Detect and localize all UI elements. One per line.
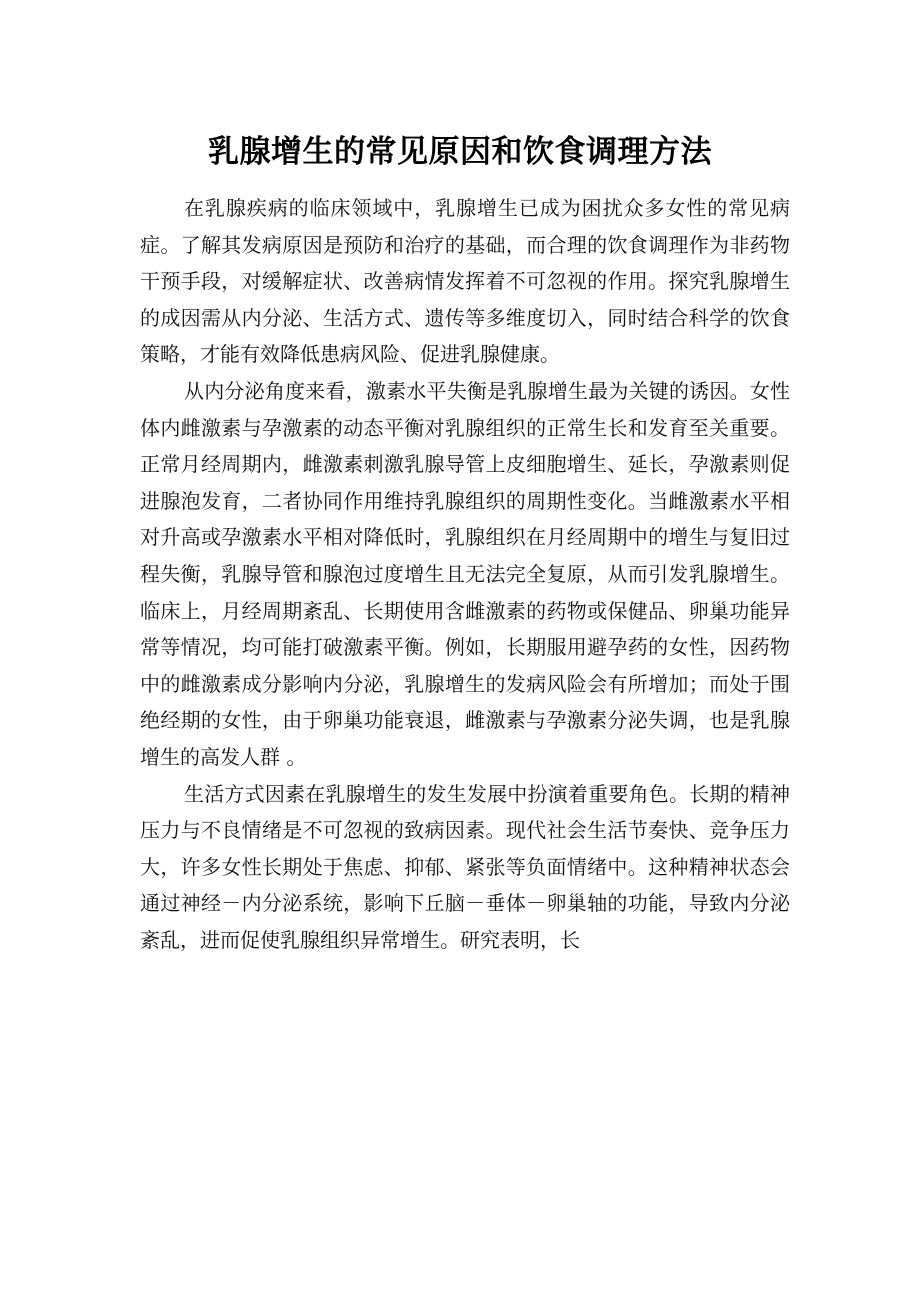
paragraph-lifestyle: 生活方式因素在乳腺增生的发生发展中扮演着重要角色。长期的精神压力与不良情绪是不可忽视的致病因素。现代社会生活节奏快、竞争压力大，许多女性长期处于焦虑、抑郁、紧张等负面情绪中。这种精神状态会通过神经－内分泌系统，影响下丘脑－垂体－卵巢轴的功能，导致内分泌紊乱，进而促使乳腺组织异常增生。研究表明，长 [140, 781, 790, 952]
paragraph-endocrine: 从内分泌角度来看，激素水平失衡是乳腺增生最为关键的诱因。女性体内雌激素与孕激素的动态平衡对乳腺组织的正常生长和发育至关重要。正常月经周期内，雌激素刺激乳腺导管上皮细胞增生、延长，孕激素则促进腺泡发育，二者协同作用维持乳腺组织的周期性变化。当雌激素水平相对升高或孕激素水平相对降低时，乳腺组织在月经周期中的增生与复旧过程失衡，乳腺导管和腺泡过度增生且无法完全复原，从而引发乳腺增生。临床上，月经周期紊乱、长期使用含雌激素的药物或保健品、卵巢功能异常等情况，均可能打破激素平衡。例如，长期服用避孕药的女性，因药物中的雌激素成分影响内分泌，乳腺增生的发病风险会有所增加；而处于围绝经期的女性，由于卵巢功能衰退，雌激素与孕激素分泌失调，也是乳腺增生的高发人群 。 [140, 378, 790, 769]
document-title: 乳腺增生的常见原因和饮食调理方法 [208, 134, 712, 170]
paragraph-intro: 在乳腺疾病的临床领域中，乳腺增生已成为困扰众多女性的常见病症。了解其发病原因是预防和治疗的基础，而合理的饮食调理作为非药物干预手段，对缓解症状、改善病情发挥着不可忽视的作用。探究乳腺增生的成因需从内分泌、生活方式、遗传等多维度切入，同时结合科学的饮食策略，才能有效降低患病风险、促进乳腺健康。 [140, 196, 790, 367]
document-body [140, 190, 790, 958]
